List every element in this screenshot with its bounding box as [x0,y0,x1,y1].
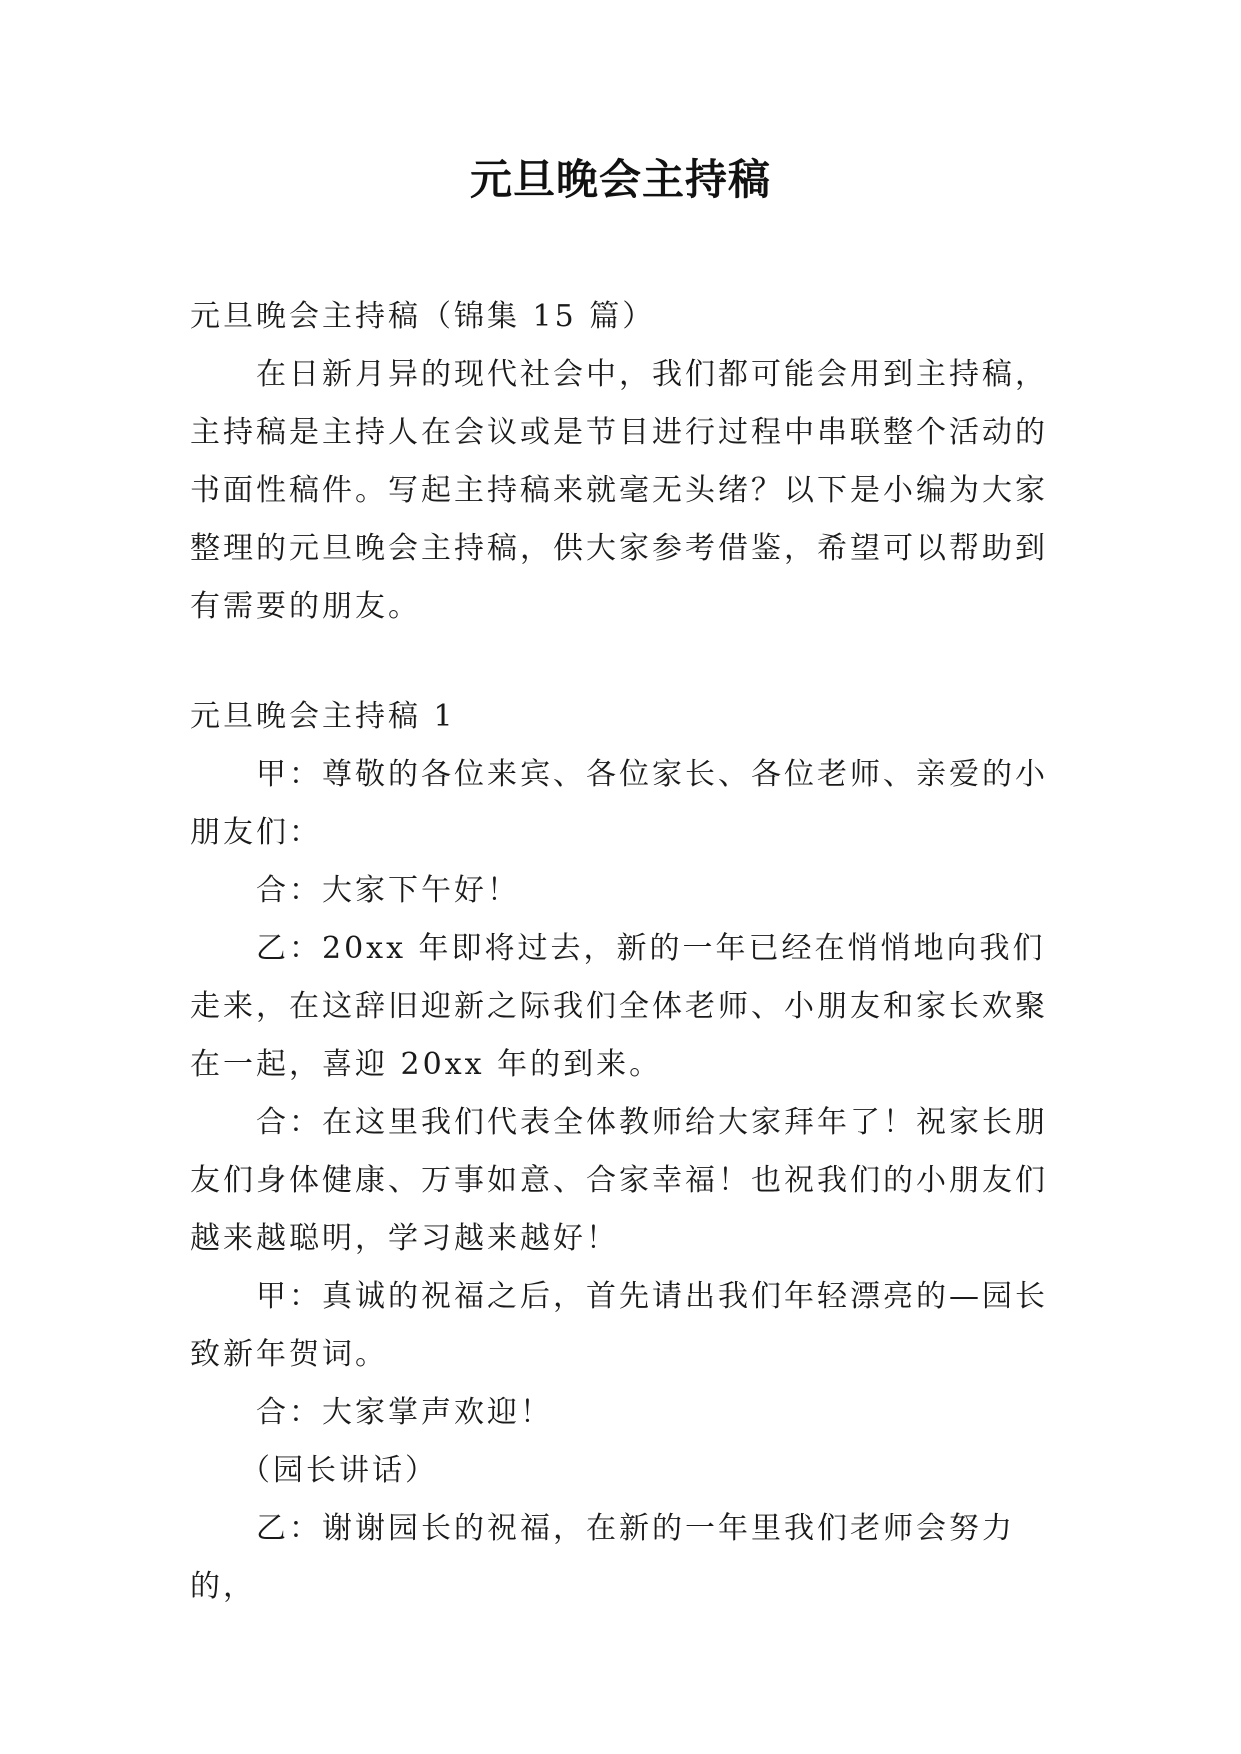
document-subtitle: 元旦晚会主持稿（锦集 15 篇） [190,299,656,334]
document-body [190,288,1060,1616]
intro-paragraph: 在日新月异的现代社会中，我们都可能会用到主持稿，主持稿是主持人在会议或是节目进行过程中串联整个活动的书面性稿件。写起主持稿来就毫无头绪？以下是小编为大家整理的元旦晚会主持稿，供大家参考借鉴，希望可以帮助到有需要的朋友。 [190,357,1048,624]
section-heading: 元旦晚会主持稿 1 [190,699,456,734]
stage-direction: （园长讲话） [240,1453,438,1488]
document-title: 元旦晚会主持稿 [469,155,771,204]
speech-paragraph: 甲：真诚的祝福之后，首先请出我们年轻漂亮的—园长致新年贺词。 [190,1279,1048,1372]
speech-paragraph: 甲：尊敬的各位来宾、各位家长、各位老师、亲爱的小朋友们： [190,757,1048,850]
speech-paragraph: 乙：谢谢园长的祝福，在新的一年里我们老师会努力的， [190,1511,1015,1604]
speech-paragraph: 合：在这里我们代表全体教师给大家拜年了！祝家长朋友们身体健康、万事如意、合家幸福！也祝我们的小朋友们越来越聪明，学习越来越好！ [190,1105,1048,1256]
paragraph-gap [190,636,1060,688]
speech-paragraph: 乙：20xx 年即将过去，新的一年已经在悄悄地向我们走来，在这辞旧迎新之际我们全体老师、小朋友和家长欢聚在一起，喜迎 20xx 年的到来。 [190,931,1048,1082]
speech-paragraph: 合：大家下午好！ [256,873,520,908]
speech-paragraph: 合：大家掌声欢迎！ [256,1395,553,1430]
